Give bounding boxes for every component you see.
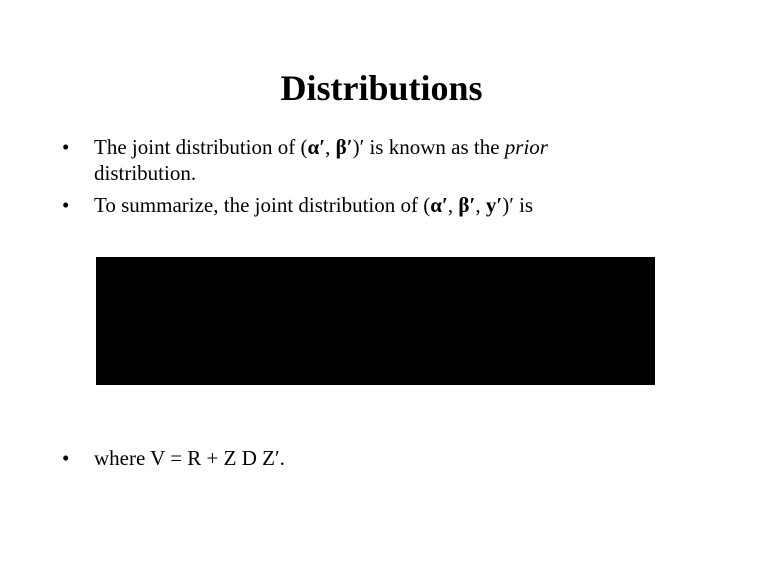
bullet-item-where [62, 445, 654, 471]
math-alpha: α′ [307, 135, 326, 159]
bullet-text [94, 134, 654, 186]
emphasis-prior: prior [504, 135, 548, 159]
text-run: distribution. [94, 161, 197, 185]
math-beta: β′ [458, 193, 476, 217]
bullet-marker: • [62, 446, 70, 470]
bullet-marker: • [62, 193, 70, 217]
text-run: , [325, 135, 336, 159]
text-run: )′ is [502, 193, 534, 217]
math-y: y′ [485, 193, 503, 217]
math-beta: β′ [335, 135, 353, 159]
text-run: , [475, 193, 486, 217]
bullet-item-prior [62, 134, 654, 186]
equation-image [96, 257, 655, 385]
math-alpha: α′ [430, 193, 448, 217]
bullet-text: where V = R + Z D Z′. [94, 446, 285, 470]
text-run: )′ is known as the [352, 135, 505, 159]
text-run: The joint distribution of ( [94, 135, 308, 159]
text-run: To summarize, the joint distribution of ( [94, 193, 431, 217]
bullet-item-summary [62, 192, 654, 218]
text-run: , [447, 193, 459, 217]
slide-title: Distributions [280, 68, 483, 108]
bullet-marker: • [62, 135, 70, 159]
bullet-text [94, 192, 654, 218]
